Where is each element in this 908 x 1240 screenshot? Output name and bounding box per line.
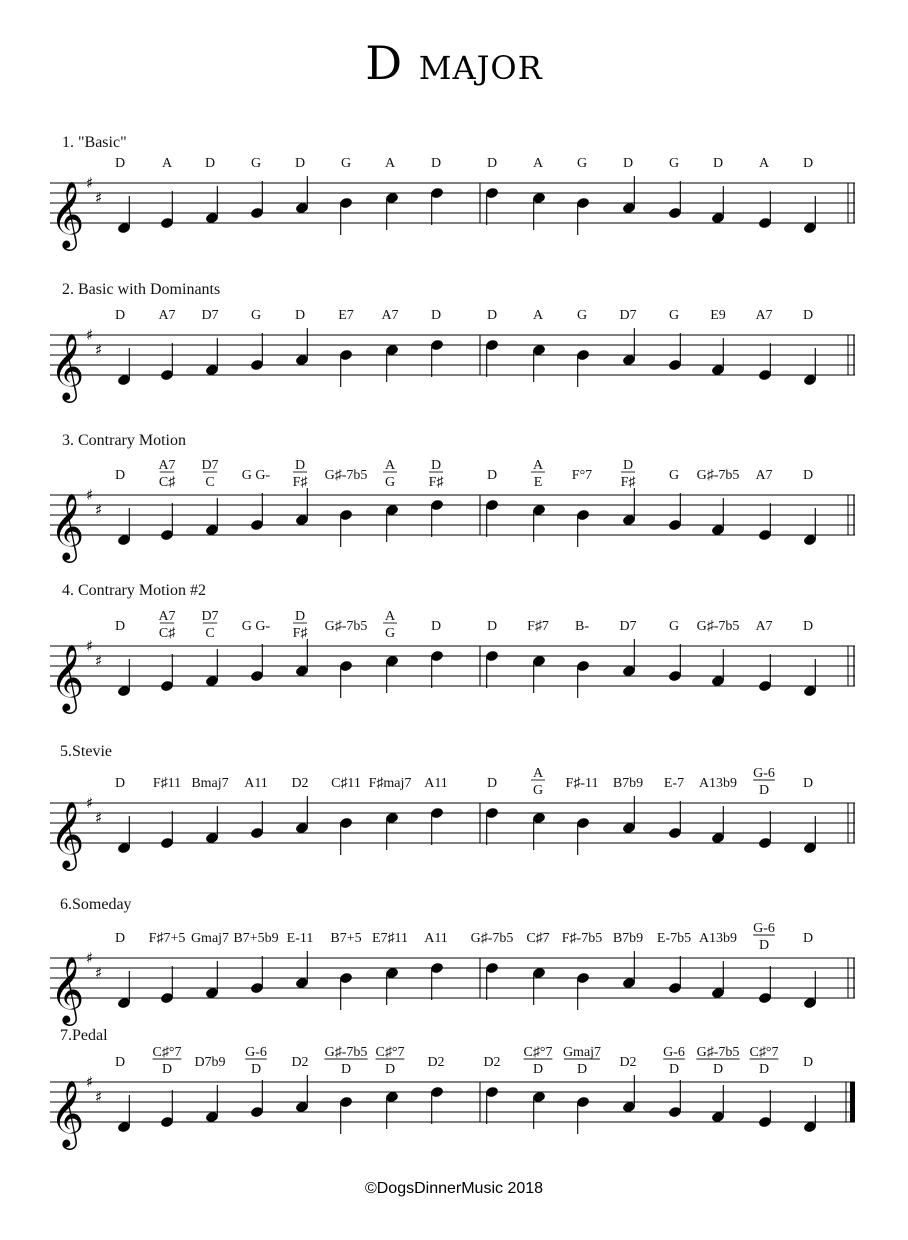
chord-symbol-bass: C [205,475,215,490]
chord-symbol-upper: D [294,458,306,473]
chord-symbol: D [802,776,814,791]
chord-symbol: A13b9 [698,776,738,791]
chord-symbol-upper: C♯°7 [152,1045,182,1060]
chord-symbol: D [294,308,306,323]
chord-symbol: D [622,156,634,171]
chord-symbol: F♯maj7 [368,776,412,791]
sharp-icon: ♯ [95,652,103,670]
chord-symbol: D2 [427,1055,445,1070]
chord-symbol: G♯-7b5 [324,468,368,483]
chord-symbol-upper: A7 [158,458,176,473]
chord-symbol: F°7 [571,468,593,483]
sharp-icon: ♯ [86,637,94,655]
chord-symbol: D [486,619,498,634]
chord-symbol: C♯11 [331,776,361,791]
chord-symbol: A7 [755,468,773,483]
chord-symbol: G [250,156,262,171]
chord-symbol: A11 [244,776,268,791]
chord-symbol: A [161,156,173,171]
sharp-icon: ♯ [86,1073,94,1091]
chord-symbol-upper: G-6 [753,766,775,781]
chord-symbol-bass: C [205,626,215,641]
chord-symbol: D [486,308,498,323]
chord-symbol-upper: D [622,458,634,473]
chord-symbol: D [430,619,442,634]
exercise-label: 7.Pedal [60,1027,108,1044]
chord-symbol: E7♯11 [371,931,409,946]
chord-symbol: A [384,156,396,171]
chord-symbol: D2 [291,776,309,791]
chord-symbol: D2 [619,1055,637,1070]
chord-symbol-upper: G♯-7b5 [324,1045,368,1060]
chord-symbol: Gmaj7 [190,931,230,946]
chord-symbol-bass: F♯ [428,475,444,490]
chord-symbol: D [486,156,498,171]
chord-symbol: D [802,308,814,323]
chord-symbol-upper: D7 [201,609,219,624]
chord-symbol: A [532,156,544,171]
chord-symbol: A [758,156,770,171]
exercise-2 [50,281,855,403]
chord-symbol-upper: C♯°7 [523,1045,553,1060]
chord-symbol: Bmaj7 [191,776,229,791]
sharp-icon: ♯ [95,964,103,982]
chord-symbol-bass: G [384,475,396,490]
chord-symbol: D [712,156,724,171]
chord-symbol: D [114,776,126,791]
sharp-icon: ♯ [95,189,103,207]
chord-symbol-bass: D [758,783,770,798]
chord-symbol-bass: D [758,1062,770,1077]
chord-symbol-upper: D7 [201,458,219,473]
chord-symbol-upper: G-6 [663,1045,685,1060]
treble-clef-icon: 𝄞 [50,332,85,400]
chord-symbol: G [668,468,680,483]
treble-clef-icon: 𝄞 [50,1079,85,1147]
chord-symbol: D [204,156,216,171]
chord-symbol: G♯-7b5 [324,619,368,634]
chord-symbol: E-7b5 [656,931,692,946]
chord-symbol: D7 [201,308,219,323]
chord-symbol: D [802,468,814,483]
chord-symbol: D [802,1055,814,1070]
sharp-icon: ♯ [95,809,103,827]
chord-symbol-upper: C♯°7 [375,1045,405,1060]
chord-symbol: E-11 [286,931,314,946]
chord-symbol: D7 [619,308,637,323]
chord-symbol-upper: A [532,766,544,781]
treble-clef-icon: 𝄞 [50,800,85,868]
chord-symbol: D [114,156,126,171]
chord-symbol: C♯7 [526,931,550,946]
chord-symbol-bass: D [161,1062,173,1077]
chord-symbol: D2 [291,1055,309,1070]
exercise-1 [50,134,855,251]
chord-symbol: D [802,156,814,171]
chord-symbol: G♯-7b5 [696,468,740,483]
chord-symbol: D7 [619,619,637,634]
chord-symbol-upper: A [532,458,544,473]
chord-symbol-bass: C♯ [158,626,176,641]
chord-symbol: G G- [241,619,271,634]
sharp-icon: ♯ [95,1088,103,1106]
chord-symbol: G [340,156,352,171]
exercise-6 [50,896,855,1026]
chord-symbol: F♯7+5 [148,931,186,946]
exercise-label: 4. Contrary Motion #2 [62,582,206,599]
chord-symbol-upper: A [384,609,396,624]
chord-symbol: G [668,308,680,323]
chord-symbol: F♯11 [152,776,182,791]
chord-symbol: D [114,931,126,946]
chord-symbol-bass: D [576,1062,588,1077]
chord-symbol: D [294,156,306,171]
treble-clef-icon: 𝄞 [50,492,85,560]
chord-symbol: D [114,619,126,634]
chord-symbol: A11 [424,931,448,946]
chord-symbol: B7b9 [612,776,644,791]
chord-symbol: D [486,776,498,791]
chord-symbol-upper: A7 [158,609,176,624]
chord-symbol: E9 [710,308,726,323]
chord-symbol-upper: C♯°7 [749,1045,779,1060]
chord-symbol: B- [575,619,589,634]
chord-symbol-bass: D [758,938,770,953]
chord-symbol: E7 [338,308,354,323]
chord-symbol: A [532,308,544,323]
page-title: D major [365,36,543,90]
treble-clef-icon: 𝄞 [50,180,85,248]
chord-symbol: D [430,156,442,171]
sharp-icon: ♯ [86,949,94,967]
sharp-icon: ♯ [86,174,94,192]
chord-symbol-bass: D [340,1062,352,1077]
chord-symbol-bass: G [384,626,396,641]
chord-symbol: A7 [381,308,399,323]
chord-symbol: G [250,308,262,323]
chord-symbol: A7 [755,619,773,634]
chord-symbol-bass: E [533,475,543,490]
sharp-icon: ♯ [95,341,103,359]
chord-symbol-bass: D [712,1062,724,1077]
treble-clef-icon: 𝄞 [50,955,85,1023]
chord-symbol: D [114,468,126,483]
exercise-label: 5.Stevie [60,743,112,760]
chord-symbol-bass: D [384,1062,396,1077]
chord-symbol: D2 [483,1055,501,1070]
chord-symbol-bass: C♯ [158,475,176,490]
chord-symbol: F♯-11 [565,776,599,791]
chord-symbol: B7+5 [330,931,362,946]
sharp-icon: ♯ [86,326,94,344]
exercise-label: 3. Contrary Motion [62,432,186,449]
chord-symbol-upper: A [384,458,396,473]
chord-symbol: A11 [424,776,448,791]
sharp-icon: ♯ [95,501,103,519]
chord-symbol: A13b9 [698,931,738,946]
chord-symbol: G♯-7b5 [470,931,514,946]
final-bar-thick [850,1082,855,1122]
chord-symbol-upper: Gmaj7 [562,1045,602,1060]
chord-symbol-upper: D [294,609,306,624]
chord-symbol: F♯7 [527,619,549,634]
chord-symbol-upper: G♯-7b5 [696,1045,740,1060]
chord-symbol: D [114,1055,126,1070]
chord-symbol: D [430,308,442,323]
exercise-label: 2. Basic with Dominants [62,281,221,298]
chord-symbol: A7 [158,308,176,323]
chord-symbol: F♯-7b5 [561,931,603,946]
chord-symbol-bass: F♯ [292,626,308,641]
exercise-3 [50,432,855,563]
treble-clef-icon: 𝄞 [50,643,85,711]
chord-symbol-bass: D [250,1062,262,1077]
sharp-icon: ♯ [86,486,94,504]
exercise-7 [50,1027,855,1150]
chord-symbol: D [802,931,814,946]
chord-symbol: E-7 [663,776,685,791]
exercise-4 [50,582,855,714]
exercise-label: 1. "Basic" [62,134,127,151]
chord-symbol: G [576,308,588,323]
chord-symbol-upper: D [430,458,442,473]
chord-symbol-upper: G-6 [245,1045,267,1060]
chord-symbol: G [668,156,680,171]
sharp-icon: ♯ [86,794,94,812]
chord-symbol: D7b9 [194,1055,226,1070]
chord-symbol: D [114,308,126,323]
chord-symbol: G G- [241,468,271,483]
copyright-footer: ©DogsDinnerMusic 2018 [364,1180,544,1197]
chord-symbol-bass: D [532,1062,544,1077]
chord-symbol: G♯-7b5 [696,619,740,634]
chord-symbol: G [668,619,680,634]
chord-symbol: D [802,619,814,634]
chord-symbol: B7b9 [612,931,644,946]
chord-symbol: B7+5b9 [233,931,279,946]
chord-symbol-upper: G-6 [753,921,775,936]
chord-symbol-bass: F♯ [620,475,636,490]
chord-symbol-bass: F♯ [292,475,308,490]
exercise-5 [50,743,855,871]
chord-symbol: G [576,156,588,171]
chord-symbol-bass: D [668,1062,680,1077]
exercise-label: 6.Someday [60,896,132,913]
chord-symbol-bass: G [532,783,544,798]
chord-symbol: D [486,468,498,483]
chord-symbol: A7 [755,308,773,323]
